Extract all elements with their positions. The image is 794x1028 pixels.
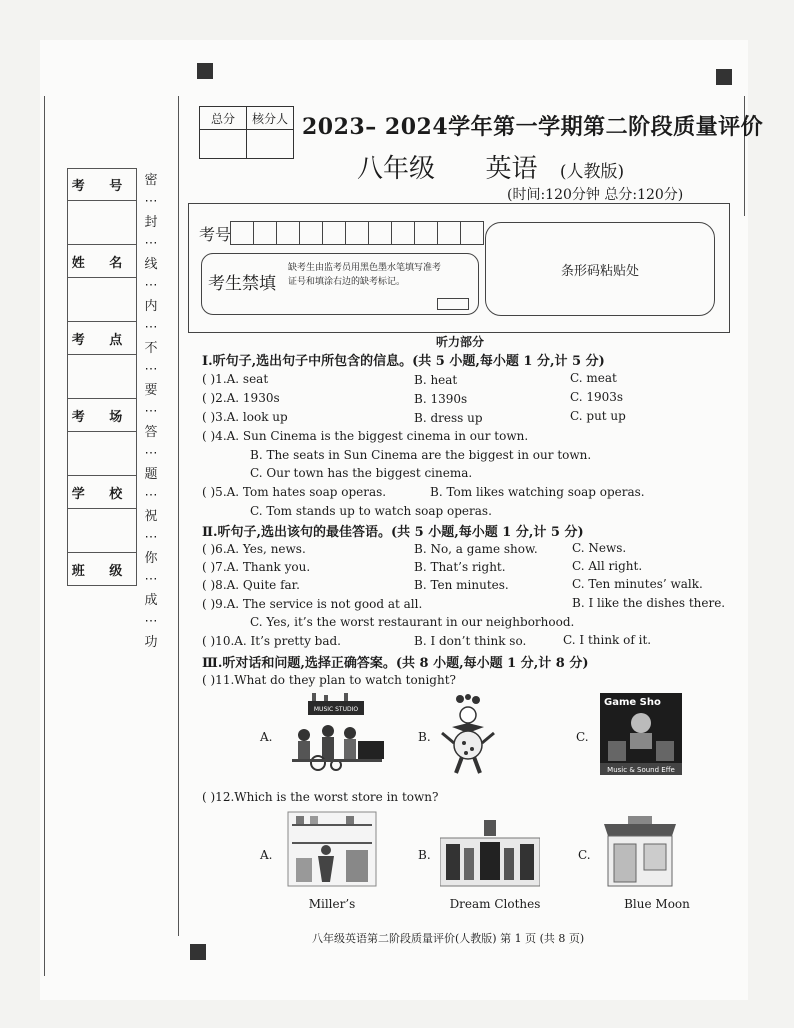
q6-option-b: B. No, a game show. [414, 542, 538, 556]
q6-option-c: C. News. [572, 541, 627, 555]
blue-moon-store-image [604, 814, 676, 888]
q1-option-c: C. meat [570, 371, 617, 385]
svg-text:Music & Sound Effe: Music & Sound Effe [607, 766, 675, 774]
q2-option-c: C. 1903s [570, 390, 624, 404]
score-table [199, 106, 294, 159]
score-table-total-cell[interactable] [200, 130, 247, 159]
registration-mark-top-right [716, 69, 732, 85]
score-table-total-label: 总分 [200, 107, 247, 130]
clown-image [438, 693, 498, 775]
q8-option-b: B. Ten minutes. [414, 578, 509, 592]
q12-letter-c: C. [578, 848, 591, 862]
q4-option-c: C. Our town has the biggest cinema. [250, 466, 473, 480]
info-label-name: 姓 名 [67, 244, 137, 277]
question-4: ( )4.A. Sun Cinema is the biggest cinema in our town. [202, 429, 529, 443]
q7-option-c: C. All right. [572, 559, 643, 573]
store-name-blue-moon: Blue Moon [624, 897, 690, 911]
svg-text:Game Sho: Game Sho [604, 697, 661, 708]
q7-option-b: B. That’s right. [414, 560, 506, 574]
question-10: ( )10.A. It’s pretty bad. [202, 634, 341, 648]
q2-option-b: B. 1390s [414, 392, 468, 406]
question-6: ( )6.A. Yes, news. [202, 542, 306, 556]
info-label-exam-no: 考 号 [71, 178, 133, 194]
q9-option-c: C. Yes, it’s the worst restaurant in our neighborhood. [250, 615, 575, 629]
q3-option-c: C. put up [570, 409, 626, 423]
q11-letter-a: A. [260, 730, 273, 744]
store-name-millers: Miller’s [308, 897, 356, 911]
info-field-class[interactable] [67, 585, 137, 629]
q8-option-c: C. Ten minutes’ walk. [572, 577, 703, 591]
absence-mark-box[interactable] [437, 298, 469, 310]
q3-option-b: B. dress up [414, 411, 483, 425]
q12-letter-a: A. [260, 848, 273, 862]
section-3-title: Ⅲ.听对话和问题,选择正确答案。(共 8 小题,每小题 1 分,计 8 分) [202, 656, 589, 671]
question-11: ( )11.What do they plan to watch tonight? [202, 673, 456, 687]
q5-option-b: B. Tom likes watching soap operas. [430, 485, 645, 499]
exam-number-cells[interactable] [231, 221, 484, 245]
dream-clothes-image [440, 818, 540, 888]
page-footer: 八年级英语第二阶段质量评价(人教版) 第 1 页 (共 8 页) [312, 932, 585, 945]
subject-label: 英语 [485, 154, 538, 184]
q5-option-c: C. Tom stands up to watch soap operas. [250, 504, 492, 518]
svg-text:MUSIC STUDIO: MUSIC STUDIO [313, 706, 359, 713]
game-show-image [600, 693, 682, 775]
seal-line-text: 密 ⋯ 封 ⋯ 线 ⋯ 内 ⋯ 不 ⋯ 要 ⋯ 答 ⋯ 题 ⋯ 祝 ⋯ 你 ⋯ 成 ⋯ 功 [144, 173, 158, 650]
q10-option-c: C. I think of it. [563, 633, 652, 647]
section-1-title: Ⅰ.听句子,选出句子中所包含的信息。(共 5 小题,每小题 1 分,计 5 分) [202, 354, 605, 369]
barcode-area: 条形码粘贴处 [485, 222, 715, 316]
question-1: ( )1.A. seat [202, 372, 269, 386]
store-name-dream-clothes: Dream Clothes [449, 897, 541, 911]
section-2-title: Ⅱ.听句子,选出该句的最佳答语。(共 5 小题,每小题 1 分,计 5 分) [202, 525, 584, 540]
registration-mark-bottom-left [190, 944, 206, 960]
info-label-class: 班 级 [67, 552, 137, 585]
question-7: ( )7.A. Thank you. [202, 560, 311, 574]
q9-option-b: B. I like the dishes there. [572, 596, 726, 610]
binding-line-outer [44, 96, 45, 976]
registration-mark-top-left [197, 63, 213, 79]
score-table-checker-cell[interactable] [247, 130, 294, 159]
binding-line-inner [178, 96, 179, 936]
question-2: ( )2.A. 1930s [202, 391, 280, 405]
exam-subtitle [357, 148, 624, 185]
absence-instruction: 缺考生由监考员用黑色墨水笔填写准考证号和填涂右边的缺考标记。 [288, 263, 442, 287]
q12-letter-b: B. [418, 848, 431, 862]
q11-letter-b: B. [418, 730, 431, 744]
score-table-checker-label: 核分人 [247, 107, 294, 130]
exam-title: 2023– 2024学年第一学期第二阶段质量评价 [302, 114, 764, 140]
time-and-score-info: (时间:120分钟 总分:120分) [507, 187, 684, 203]
student-info-column [67, 168, 137, 629]
info-label-exam-site: 考 点 [67, 321, 137, 354]
question-5: ( )5.A. Tom hates soap operas. [202, 485, 387, 499]
grade-label: 八年级 [357, 154, 436, 184]
info-label-school: 学 校 [67, 475, 137, 508]
q4-option-b: B. The seats in Sun Cinema are the biggest in our town. [250, 448, 592, 462]
info-label-exam-room: 考 场 [67, 398, 137, 431]
music-studio-image [284, 693, 388, 775]
listening-part-title: 听力部分 [436, 335, 485, 349]
q11-letter-c: C. [576, 730, 589, 744]
exam-number-label: 考号 [199, 225, 232, 244]
millers-store-image [286, 808, 378, 888]
q1-option-b: B. heat [414, 373, 458, 387]
question-12: ( )12.Which is the worst store in town? [202, 790, 439, 804]
edition-label: (人教版) [559, 162, 625, 182]
candidate-forbidden-title: 考生禁填 [208, 274, 276, 294]
question-3: ( )3.A. look up [202, 410, 288, 424]
question-9: ( )9.A. The service is not good at all. [202, 597, 423, 611]
q10-option-b: B. I don’t think so. [414, 634, 527, 648]
question-8: ( )8.A. Quite far. [202, 578, 300, 592]
